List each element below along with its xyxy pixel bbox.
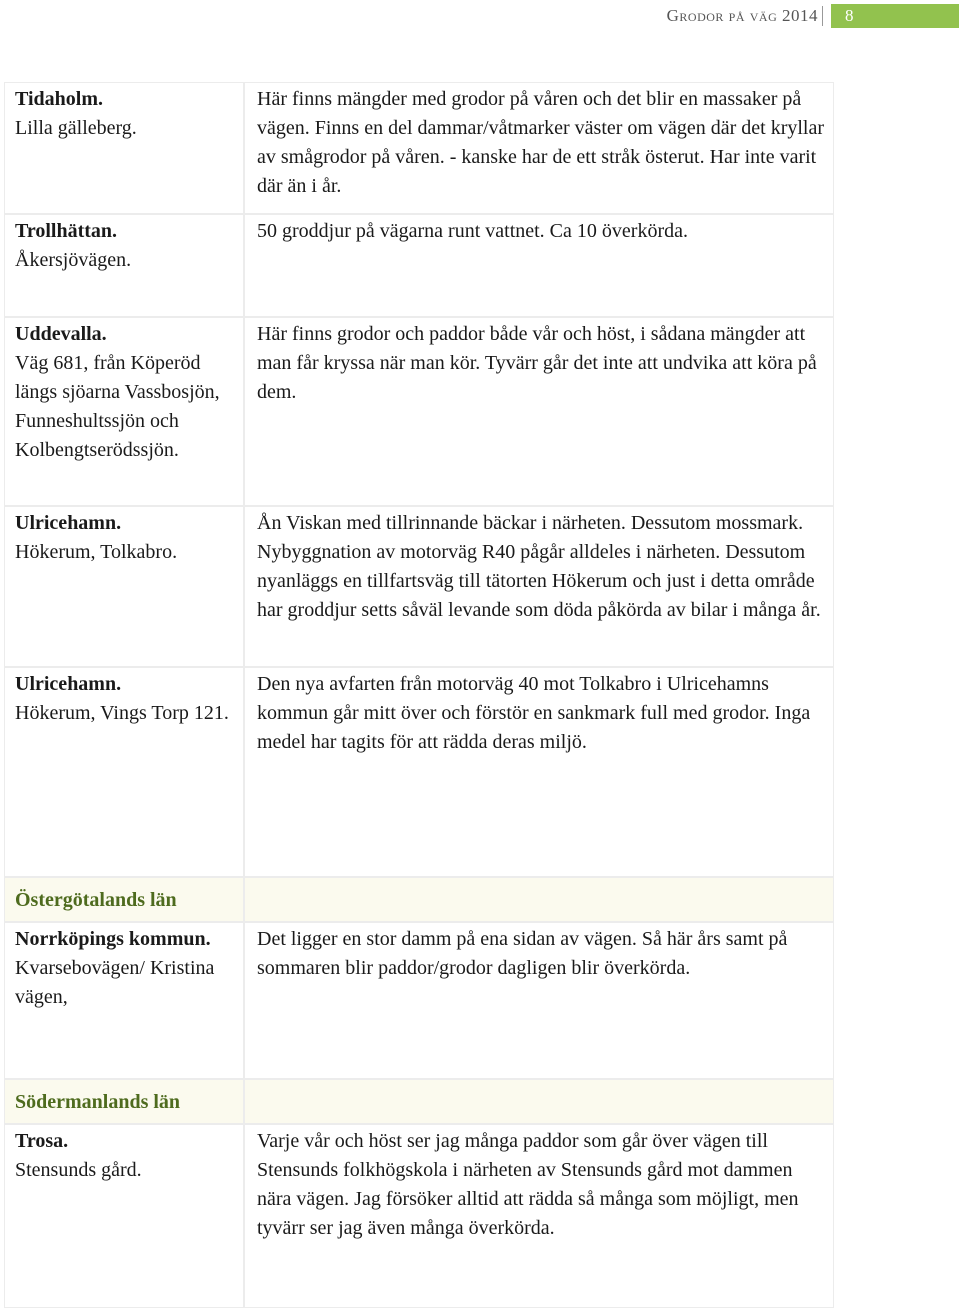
description-text: 50 groddjur på vägarna runt vattnet. Ca 10 överkörda. [257, 220, 688, 242]
location-name: Trosa. [15, 1130, 69, 1152]
locations-table [4, 82, 834, 1308]
description-cell [244, 82, 834, 214]
description-cell [244, 667, 834, 877]
description-cell [244, 214, 834, 317]
location-detail: Kvarsebovägen/ Kristina vägen, [15, 957, 215, 1008]
table-row [4, 506, 834, 667]
table-row [4, 922, 834, 1079]
location-cell [4, 214, 244, 317]
running-title: Grodor på väg 2014 [666, 6, 818, 25]
location-detail: Lilla gälleberg. [15, 117, 137, 139]
section-heading-filler [244, 877, 834, 922]
location-cell [4, 506, 244, 667]
description-text: Ån Viskan med tillrinnande bäckar i närheten. Dessutom mossmark. Nybyggnation av motorväg R40 pågår alldeles i närheten. Dessutom nyanläggs en tillfartsväg till tätorten Hökerum och just i detta område har groddjur setts såväl levande som döda påkörda av bilar i många år. [257, 512, 821, 621]
location-name: Ulricehamn. [15, 512, 122, 534]
page-header [0, 0, 960, 34]
location-detail: Åkersjövägen. [15, 249, 132, 271]
location-detail: Hökerum, Vings Torp 121. [15, 702, 229, 724]
description-cell [244, 506, 834, 667]
location-name: Tidaholm. [15, 88, 103, 110]
description-cell [244, 922, 834, 1079]
description-cell [244, 317, 834, 506]
location-detail: Väg 681, från Köperöd längs sjöarna Vassbosjön, Funneshultssjön och Kolbengtserödssjön. [15, 352, 220, 461]
description-text: Det ligger en stor damm på ena sidan av vägen. Så här års samt på sommaren blir paddor/grodor dagligen blir överkörda. [257, 928, 788, 979]
section-heading: Östergötalands län [4, 877, 244, 922]
table-row [4, 1124, 834, 1308]
location-name: Ulricehamn. [15, 673, 122, 695]
location-cell [4, 922, 244, 1079]
location-detail: Hökerum, Tolkabro. [15, 541, 178, 563]
description-text: Den nya avfarten från motorväg 40 mot Tolkabro i Ulricehamns kommun går mitt över och förstör en sankmark full med grodor. Inga medel har tagits för att rädda deras miljö. [257, 673, 811, 753]
description-text: Varje vår och höst ser jag många paddor som går över vägen till Stensunds folkhögskola i närheten av Stensunds gård mot dammen nära vägen. Jag försöker alltid att rädda så många som möjligt, men tyvärr ser jag även många överkörda. [257, 1130, 799, 1239]
location-cell [4, 317, 244, 506]
table-row [4, 317, 834, 506]
description-text: Här finns grodor och paddor både vår och höst, i sådana mängder att man får kryssa när man kör. Tyvärr går det inte att undvika att köra på dem. [257, 323, 817, 403]
header-divider [822, 6, 823, 26]
table-row [4, 667, 834, 877]
location-detail: Stensunds gård. [15, 1159, 142, 1181]
location-cell [4, 667, 244, 877]
page-number-box [831, 4, 959, 28]
table-row [4, 82, 834, 214]
location-name: Norrköpings kommun. [15, 928, 211, 950]
section-row [4, 877, 834, 922]
location-name: Trollhättan. [15, 220, 118, 242]
section-heading: Södermanlands län [4, 1079, 244, 1124]
description-text: Här finns mängder med grodor på våren och det blir en massaker på vägen. Finns en del dammar/våtmarker väster om vägen där det kryllar av smågrodor på våren. - kanske har de ett stråk österut. Har inte varit där än i år. [257, 88, 825, 197]
description-cell [244, 1124, 834, 1308]
section-row [4, 1079, 834, 1124]
location-name: Uddevalla. [15, 323, 107, 345]
location-cell [4, 1124, 244, 1308]
table-row [4, 214, 834, 317]
section-heading-filler [244, 1079, 834, 1124]
location-cell [4, 82, 244, 214]
page-number: 8 [845, 6, 854, 25]
